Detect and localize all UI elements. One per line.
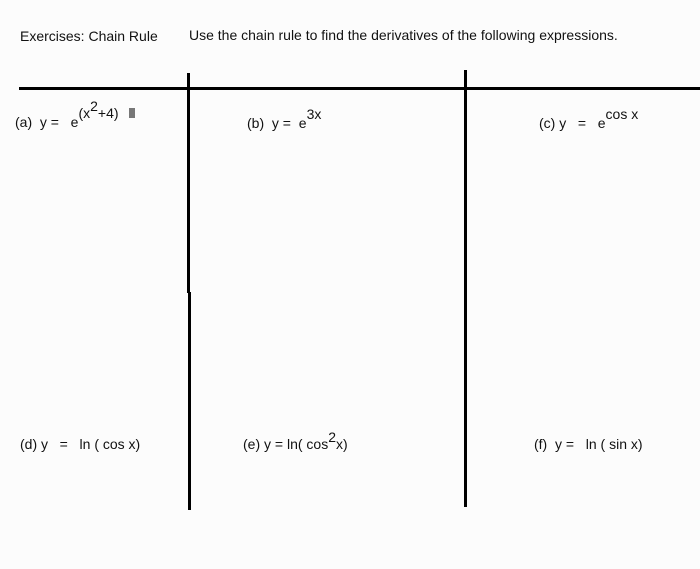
exercise-c-base: e (597, 115, 606, 131)
exercise-f (534, 436, 643, 452)
exercise-b-exponent: 3x (306, 106, 322, 122)
header-divider-line (19, 87, 700, 90)
exercise-f-label: (f) (534, 436, 548, 452)
exercise-e (243, 429, 348, 452)
exercise-a-base: e (70, 114, 79, 130)
exercise-b-label: (b) (247, 115, 265, 131)
exercise-d-lhs: = (59, 436, 68, 452)
exercise-c (539, 106, 639, 131)
exercise-c-label: (c) y (539, 115, 567, 131)
column-divider-left-lower (188, 292, 191, 510)
exercise-c-lhs: = (577, 115, 587, 131)
exercise-f-expr: ln ( sin x) (585, 436, 643, 452)
exercise-d (20, 436, 140, 452)
column-divider-right (464, 70, 467, 507)
page-title: Exercises: Chain Rule (20, 28, 158, 44)
exercise-b-base: e (298, 115, 307, 131)
exercise-d-expr: ln ( cos x) (79, 436, 141, 452)
text-cursor (129, 108, 135, 118)
exercise-e-power: 2 (328, 429, 336, 445)
exercise-e-tail: x) (336, 436, 348, 452)
exercise-a (15, 98, 119, 130)
exercise-b (247, 106, 322, 131)
exercise-c-exponent: cos x (605, 106, 639, 122)
exercise-f-lhs: y = (555, 436, 575, 452)
exercise-e-label: (e) y = ln( cos (243, 436, 329, 452)
exercise-b-lhs: y = (271, 115, 291, 131)
exercise-d-label: (d) y (20, 436, 48, 452)
exercise-a-lhs: y = (39, 114, 59, 130)
exercise-a-label: (a) (15, 114, 33, 130)
instructions-text: Use the chain rule to find the derivatives of the following expressions. (189, 27, 618, 43)
exercise-a-exponent: (x2+4) (78, 98, 119, 121)
column-divider-left-upper (187, 73, 190, 293)
